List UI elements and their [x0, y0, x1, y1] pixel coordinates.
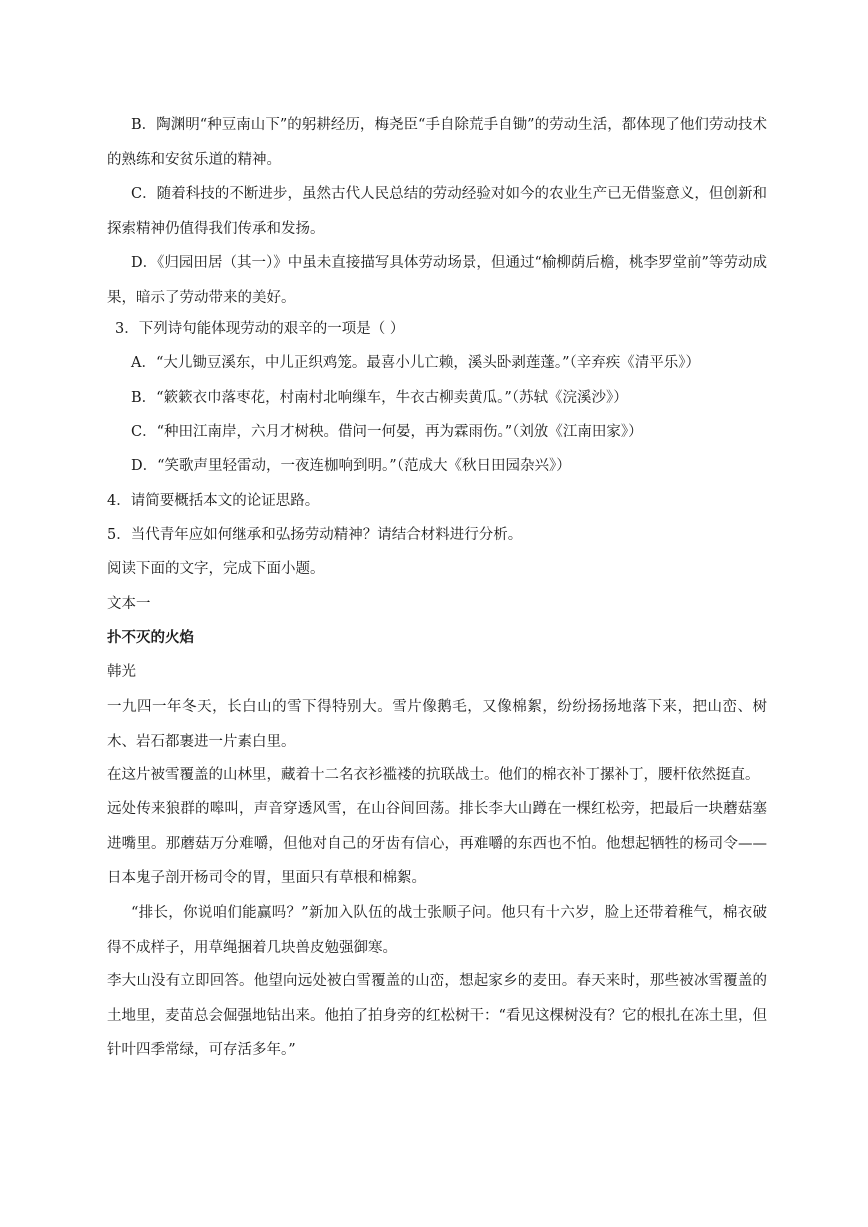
story-paragraph: 一九四一年冬天，长白山的雪下得特别大。雪片像鹅毛，又像棉絮，纷纷扬扬地落下来，把山峦、树木、岩石都裹进一片素白里。 — [107, 699, 767, 750]
question-5: 5．当代青年应如何继承和弘扬劳动精神？请结合材料进行分析。 — [107, 527, 523, 543]
story-paragraph: 李大山没有立即回答。他望向远处被白雪覆盖的山峦，想起家乡的麦田。春天来时，那些被冰雪覆盖的土地里，麦苗总会倔强地钻出来。他拍了拍身旁的红松树干：“看见这棵树没有？它的根扎在冻土里，但针叶四季常绿，可存活多年。” — [107, 973, 767, 1058]
story-paragraph: 远处传来狼群的嗥叫，声音穿透风雪，在山谷间回荡。排长李大山蹲在一棵红松旁，把最后一块蘑菇塞进嘴里。那蘑菇万分难嚼，但他对自己的牙齿有信心，再难嚼的东西也不怕。他想起牺牲的杨司令——日本鬼子剖开杨司令的胃，里面只有草根和棉絮。 — [107, 801, 767, 886]
option-3d: D．“笑歌声里轻雷动，一夜连枷响到明。”（范成大《秋日田园杂兴》） — [131, 458, 571, 474]
option-2b: B．陶渊明“种豆南山下”的躬耕经历，梅尧臣“手自除荒手自锄”的劳动生活，都体现了他们劳动技术的熟练和安贫乐道的精神。 — [107, 117, 767, 168]
story-author: 韩光 — [107, 664, 136, 680]
story-title: 扑不灭的火焰 — [107, 629, 194, 646]
option-2c: C．随着科技的不断进步，虽然古代人民总结的劳动经验对如今的农业生产已无借鉴意义，但创新和探索精神仍值得我们传承和发扬。 — [107, 186, 767, 237]
question-3: 3．下列诗句能体现劳动的艰辛的一项是（ ） — [115, 321, 405, 337]
question-4: 4．请简要概括本文的论证思路。 — [107, 493, 320, 509]
option-2d: D．《归园田居（其一）》中虽未直接描写具体劳动场景，但通过“榆柳荫后檐，桃李罗堂前”等劳动成果，暗示了劳动带来的美好。 — [107, 255, 767, 306]
story-paragraph: 在这片被雪覆盖的山林里，藏着十二名衣衫褴褛的抗联战士。他们的棉衣补丁摞补丁，腰杆依然挺直。 — [107, 767, 760, 783]
story-paragraph: “排长，你说咱们能赢吗？”新加入队伍的战士张顺子问。他只有十六岁，脸上还带着稚气，棉衣破得不成样子，用草绳捆着几块兽皮勉强御寒。 — [107, 905, 767, 956]
option-3c: C．“种田江南岸，六月才树秧。借问一何晏，再为霖雨伤。”（刘攽《江南田家》） — [131, 424, 643, 440]
option-3a: A．“大儿锄豆溪东，中儿正织鸡笼。最喜小儿亡赖，溪头卧剥莲蓬。”（辛弃疾《清平乐》） — [131, 355, 701, 371]
reading-instruction: 阅读下面的文字，完成下面小题。 — [107, 561, 325, 577]
text-one-label: 文本一 — [107, 596, 151, 612]
option-3b: B．“簌簌衣巾落枣花，村南村北响缫车，牛衣古柳卖黄瓜。”（苏轼《浣溪沙》） — [131, 390, 628, 406]
